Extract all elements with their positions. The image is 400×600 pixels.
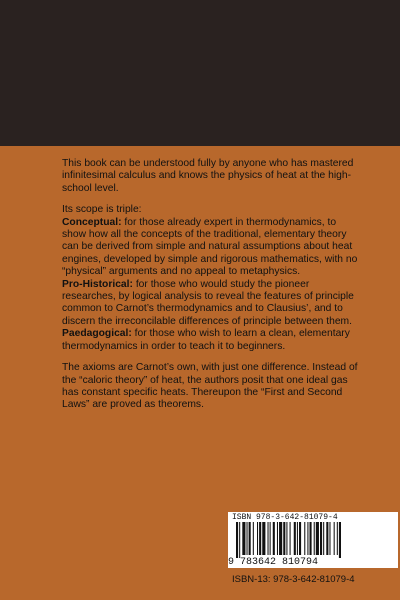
scope-heading: Its scope is triple:: [62, 204, 142, 216]
item-text: for those already expert in thermodynamics, to show how all the concepts of the traditional, elementary theory can be derived from simple and natural assumptions about heat engines, developed by simple and rigorous mathematics, with no “physical” arguments and no appeal to metaphysics.: [62, 216, 358, 278]
barcode-digits: 9 783642 810794: [228, 557, 319, 568]
intro-paragraph: This book can be understood fully by anyone who has mastered infinitesimal calculus and knows the physics of heat at the high-school level.: [62, 158, 354, 194]
barcode-bar: [283, 522, 285, 555]
barcode-bars: [236, 522, 392, 558]
item-text: for those who would study the pioneer researches, by logical analysis to reveal the features of principle common to Carnot’s thermodynamics and to Clausius’, and to discern the irreconcilable differences of principle between them.: [62, 278, 354, 327]
item-text: for those who wish to learn a clean, elementary thermodynamics in order to teach it to beginners.: [62, 328, 350, 352]
item-label: Pro-Historical:: [62, 278, 133, 290]
scope-item-paedagogical: [62, 328, 362, 353]
barcode-bar: [326, 522, 328, 555]
barcode-bar: [257, 522, 258, 555]
isbn13-label: ISBN-13: 978-3-642-81079-4: [232, 574, 355, 585]
barcode-bar: [334, 522, 335, 555]
barcode-bar: [299, 522, 301, 555]
item-label: Paedagogical:: [62, 328, 132, 340]
barcode-bar: [236, 522, 238, 558]
barcode-bar: [249, 522, 251, 555]
barcode-bar: [253, 522, 254, 555]
barcode-bar: [259, 522, 261, 555]
barcode-bar: [262, 522, 265, 555]
barcode-bar: [310, 522, 312, 555]
barcode-bar: [329, 522, 330, 555]
cover-dark-band: [0, 0, 400, 146]
barcode-bar: [247, 522, 248, 555]
barcode-bar: [286, 522, 287, 555]
item-label: Conceptual:: [62, 216, 122, 228]
scope-item-pro-historical: [62, 279, 362, 329]
barcode-bar: [279, 522, 282, 555]
barcode-bar: [290, 522, 291, 555]
barcode-bar: [337, 522, 338, 555]
scope-item-conceptual: [62, 217, 362, 279]
barcode-bar: [268, 522, 269, 555]
barcode-bar: [297, 522, 298, 555]
barcode-bar: [277, 522, 278, 555]
barcode-bar: [304, 522, 305, 555]
barcode-bar: [307, 522, 308, 555]
barcode-bar: [323, 522, 324, 555]
isbn-label: ISBN 978-3-642-81079-4: [232, 513, 338, 522]
barcode-bar: [294, 522, 296, 555]
barcode-bar: [339, 522, 341, 558]
barcode-bar: [273, 522, 275, 555]
barcode-bar: [270, 522, 271, 555]
barcode-bar: [242, 522, 245, 555]
barcode-bar: [320, 522, 322, 555]
back-cover-text: [62, 158, 362, 412]
barcode: [228, 512, 398, 568]
barcode-bar: [239, 522, 240, 558]
barcode-bar: [316, 522, 319, 555]
barcode-bar: [314, 522, 315, 555]
axioms-paragraph: The axioms are Carnot’s own, with just one difference. Instead of the “caloric theory” of heat, the authors posit that one ideal gas has constant specific heats. Thereupon the “First and Second Laws” are proved as theorems.: [62, 362, 358, 411]
